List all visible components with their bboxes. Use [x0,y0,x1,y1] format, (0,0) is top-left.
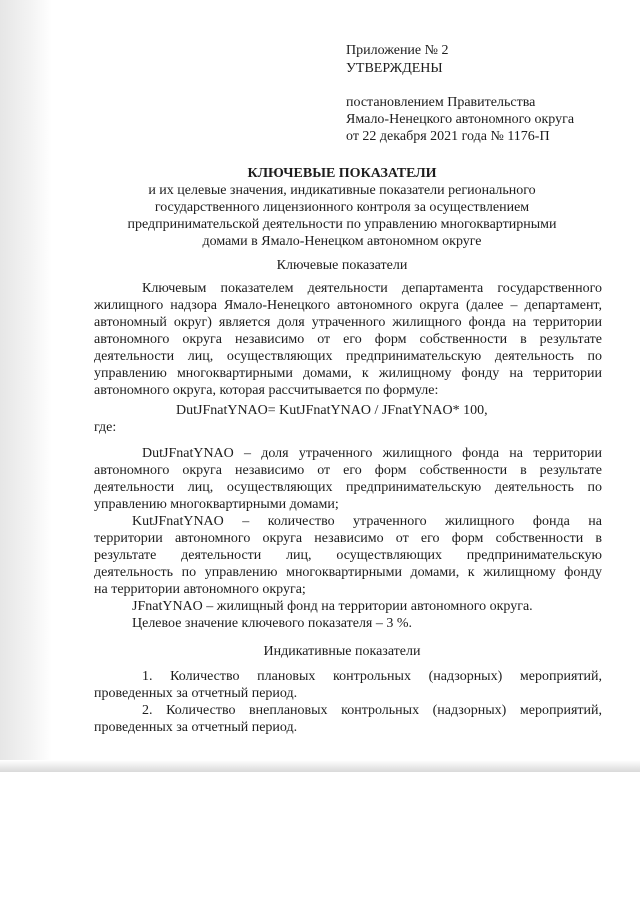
indicator-item-1: 1. Количество плановых контрольных (надзорных) мероприятий, [142,669,602,684]
definition-line: территории автономного округа независимо от его форм собственности в [94,531,602,546]
indicator-item-1-cont: проведенных за отчетный период. [94,686,298,701]
paragraph-line: Ключевым показателем деятельности департамента государственного [142,281,602,296]
definition-line: деятельности лиц, осуществляющих предпринимательскую деятельность по [94,480,602,495]
paragraph-line: автономный округ) является доля утраченного жилищного фонда на территории [94,315,602,330]
document-title: КЛЮЧЕВЫЕ ПОКАЗАТЕЛИ [247,166,437,181]
subtitle-line-1: и их целевые значения, индикативные показатели регионального [148,183,536,198]
definition-line: деятельность по управлению многоквартирными домами, к жилищному фонду [94,565,602,580]
definition-line: KutJFnatYNAO – количество утраченного жилищного фонда на [132,514,602,529]
target-value: Целевое значение ключевого показателя – 3 %. [132,616,413,631]
section-heading-key: Ключевые показатели [276,258,408,273]
definition-line: автономного округа независимо от его форм собственности в результате [94,463,602,478]
subtitle-line-4: домами в Ямало-Ненецком автономном округе [202,234,482,249]
approved-label: УТВЕРЖДЕНЫ [346,61,443,76]
definition-line: JFnatYNAO – жилищный фонд на территории автономного округа. [132,599,533,614]
indicator-item-2: 2. Количество внеплановых контрольных (надзорных) мероприятий, [142,703,602,718]
paragraph-line: деятельности лиц, осуществляющих предпринимательскую деятельность по [94,349,602,364]
scan-edge-shadow [0,0,52,770]
blank-margin [0,772,640,905]
paragraph-line: жилищного надзора Ямало-Ненецкого автономного округа (далее – департамент, [94,298,602,313]
formula: DutJFnatYNAO= KutJFnatYNAO / JFnatYNAO* 100, [176,403,488,418]
paragraph-line: автономного округа независимо от его форм собственности в результате [94,332,602,347]
where-label: где: [94,420,117,435]
page-bottom-edge [0,760,640,772]
definition-line: DutJFnatYNAO – доля утраченного жилищного фонда на территории [142,446,602,461]
paragraph-line: управлению многоквартирными домами, к жилищному фонду на территории [94,366,602,381]
definition-line: на территории автономного округа; [94,582,306,597]
section-heading-indicative: Индикативные показатели [263,644,421,659]
subtitle-line-3: предпринимательской деятельности по управлению многоквартирными [127,217,557,232]
definition-line: управлению многоквартирными домами; [94,497,339,512]
decree-line-1: постановлением Правительства [346,95,536,110]
indicator-item-2-cont: проведенных за отчетный период. [94,720,298,735]
decree-line-2: Ямало-Ненецкого автономного округа [346,112,575,127]
decree-line-3: от 22 декабря 2021 года № 1176-П [346,129,550,144]
subtitle-line-2: государственного лицензионного контроля за осуществлением [154,200,530,215]
paragraph-line: автономного округа, которая рассчитывается по формуле: [94,383,439,398]
appendix-label: Приложение № 2 [346,43,449,58]
definition-line: результате деятельности лиц, осуществляющих предпринимательскую [94,548,602,563]
